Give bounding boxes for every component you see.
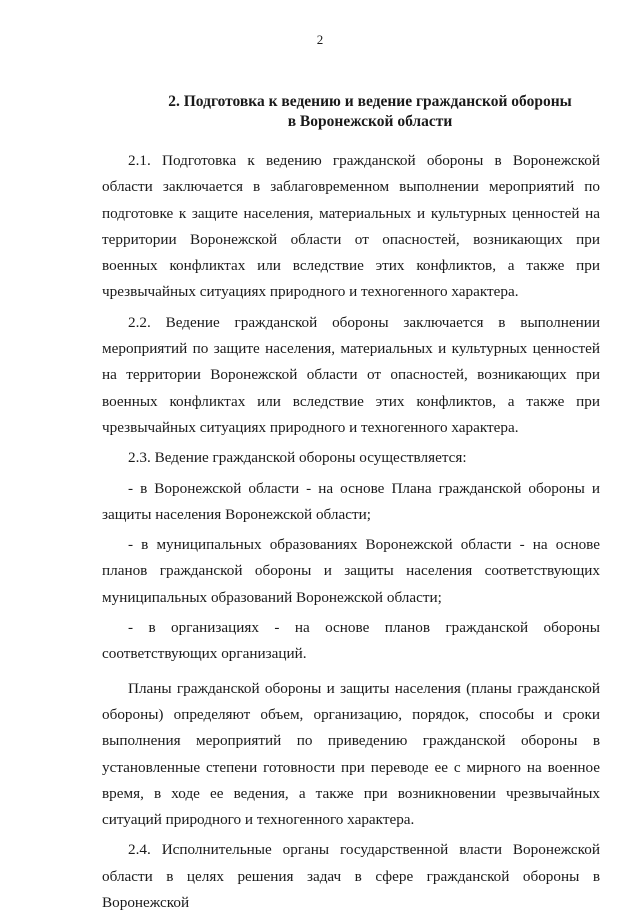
section-heading-line-1: 2. Подготовка к ведению и ведение гражданской обороны <box>168 93 572 110</box>
document-body <box>102 148 600 916</box>
section-heading <box>150 92 590 132</box>
list-item-region: - в Воронежской области - на основе Плана гражданской обороны и защиты населения Воронежской области; <box>102 479 600 523</box>
paragraph-2-4: 2.4. Исполнительные органы государственной власти Воронежской области в целях решения задач в сфере гражданской обороны в Воронежской <box>102 841 600 912</box>
list-item-organizations: - в организациях - на основе планов гражданской обороны соответствующих организаций. <box>102 619 600 663</box>
list-item-municipal: - в муниципальных образованиях Воронежской области - на основе планов гражданской обороны и защиты населения соответствующих муниципальных образований Воронежской области; <box>102 536 600 606</box>
page-number: 2 <box>316 32 324 47</box>
paragraph-2-3: 2.3. Ведение гражданской обороны осуществляется: <box>128 449 467 467</box>
paragraph-2-2: 2.2. Ведение гражданской обороны заключается в выполнении мероприятий по защите населения, материальных и культурных ценностей на территории Воронежской области от опасностей, возникающих при военных конфликтах или вследствие этих конфликтов, а также при чрезвычайных ситуациях природного и техногенного характера. <box>102 313 600 436</box>
paragraph-2-1: 2.1. Подготовка к ведению гражданской обороны в Воронежской области заключается в заблаговременном выполнении мероприятий по подготовке к защите населения, материальных и культурных ценностей на территории Воронежской области от опасностей, возникающих при военных конфликтах или вследствие этих конфликтов, а также при чрезвычайных ситуациях природного и техногенного характера. <box>102 152 600 301</box>
paragraph-defense-plans: Планы гражданской обороны и защиты населения (планы гражданской обороны) определяют объем, организацию, порядок, способы и сроки выполнения мероприятий по приведению гражданской обороны в установленные степени готовности при переводе ее с мирного на военное время, в ходе ее ведения, а также при возникновении чрезвычайных ситуаций природного и техногенного характера. <box>102 679 600 829</box>
section-heading-line-2: в Воронежской области <box>287 113 453 130</box>
